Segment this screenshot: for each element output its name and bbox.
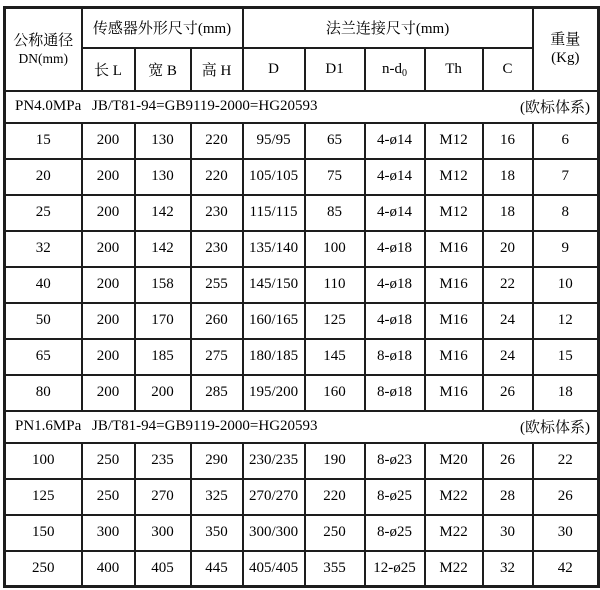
cell-d: 105/105	[243, 159, 305, 195]
cell-width-b: 235	[135, 443, 191, 479]
cell-d: 135/140	[243, 231, 305, 267]
cell-d: 195/200	[243, 375, 305, 411]
cell-c: 18	[483, 195, 533, 231]
cell-length-l: 250	[82, 443, 135, 479]
table-row	[5, 375, 599, 411]
cell-weight: 26	[533, 479, 599, 515]
cell-d: 160/165	[243, 303, 305, 339]
col-header-n-d0	[365, 48, 425, 91]
cell-th: M22	[425, 479, 483, 515]
table-row	[5, 231, 599, 267]
cell-length-l: 200	[82, 123, 135, 159]
section-pressure-label: PN1.6MPa	[15, 418, 82, 434]
header-group-sensor-dimensions: 传感器外形尺寸(mm)	[82, 8, 243, 48]
cell-height-h: 220	[191, 159, 243, 195]
cell-length-l: 250	[82, 479, 135, 515]
cell-dn: 65	[5, 339, 82, 375]
cell-height-h: 275	[191, 339, 243, 375]
cell-n-d0: 4-ø18	[365, 231, 425, 267]
cell-height-h: 230	[191, 195, 243, 231]
header-nominal-diameter-en: DN(mm)	[18, 50, 68, 66]
col-header-n-d0-subscript: 0	[402, 67, 408, 79]
cell-height-h: 230	[191, 231, 243, 267]
cell-n-d0: 4-ø18	[365, 267, 425, 303]
cell-th: M20	[425, 443, 483, 479]
cell-weight: 15	[533, 339, 599, 375]
cell-weight: 30	[533, 515, 599, 551]
cell-d: 180/185	[243, 339, 305, 375]
cell-length-l: 200	[82, 339, 135, 375]
section-standard-text: JB/T81-94=GB9119-2000=HG20593	[92, 98, 318, 114]
cell-c: 28	[483, 479, 533, 515]
cell-width-b: 270	[135, 479, 191, 515]
cell-weight: 12	[533, 303, 599, 339]
cell-height-h: 285	[191, 375, 243, 411]
cell-th: M12	[425, 159, 483, 195]
cell-dn: 125	[5, 479, 82, 515]
section-pressure-label: PN4.0MPa	[15, 98, 82, 114]
cell-weight: 9	[533, 231, 599, 267]
cell-c: 24	[483, 303, 533, 339]
cell-n-d0: 4-ø14	[365, 123, 425, 159]
cell-height-h: 260	[191, 303, 243, 339]
cell-d1: 145	[305, 339, 365, 375]
cell-d: 95/95	[243, 123, 305, 159]
cell-length-l: 200	[82, 267, 135, 303]
section-cell	[5, 411, 599, 443]
cell-d: 145/150	[243, 267, 305, 303]
cell-width-b: 130	[135, 159, 191, 195]
cell-n-d0: 4-ø18	[365, 303, 425, 339]
cell-c: 26	[483, 375, 533, 411]
cell-d1: 65	[305, 123, 365, 159]
cell-th: M12	[425, 123, 483, 159]
cell-c: 22	[483, 267, 533, 303]
cell-dn: 50	[5, 303, 82, 339]
cell-weight: 7	[533, 159, 599, 195]
table-header	[5, 8, 599, 91]
col-header-width-b: 宽 B	[135, 48, 191, 91]
table-row	[5, 339, 599, 375]
cell-weight: 10	[533, 267, 599, 303]
cell-d1: 100	[305, 231, 365, 267]
col-header-n-d0-main: n-d	[382, 60, 403, 77]
table-row	[5, 551, 599, 587]
table-row	[5, 303, 599, 339]
cell-th: M12	[425, 195, 483, 231]
section-note: (欧标体系)	[520, 420, 591, 436]
header-weight-unit: (Kg)	[551, 50, 580, 67]
cell-d1: 125	[305, 303, 365, 339]
cell-n-d0: 8-ø23	[365, 443, 425, 479]
cell-dn: 15	[5, 123, 82, 159]
cell-c: 20	[483, 231, 533, 267]
cell-d: 230/235	[243, 443, 305, 479]
cell-length-l: 400	[82, 551, 135, 587]
table-row	[5, 515, 599, 551]
cell-c: 26	[483, 443, 533, 479]
cell-height-h: 325	[191, 479, 243, 515]
cell-d: 300/300	[243, 515, 305, 551]
cell-length-l: 300	[82, 515, 135, 551]
col-header-c: C	[483, 48, 533, 91]
cell-c: 18	[483, 159, 533, 195]
header-group-flange-dimensions: 法兰连接尺寸(mm)	[243, 8, 533, 48]
cell-weight: 8	[533, 195, 599, 231]
cell-length-l: 200	[82, 375, 135, 411]
cell-n-d0: 12-ø25	[365, 551, 425, 587]
cell-dn: 250	[5, 551, 82, 587]
header-nominal-diameter-cn: 公称通径	[13, 32, 74, 49]
cell-height-h: 445	[191, 551, 243, 587]
cell-length-l: 200	[82, 231, 135, 267]
cell-d1: 85	[305, 195, 365, 231]
cell-n-d0: 8-ø18	[365, 375, 425, 411]
cell-weight: 6	[533, 123, 599, 159]
cell-width-b: 130	[135, 123, 191, 159]
cell-width-b: 142	[135, 231, 191, 267]
cell-dn: 100	[5, 443, 82, 479]
table-row	[5, 479, 599, 515]
cell-dn: 80	[5, 375, 82, 411]
cell-d1: 250	[305, 515, 365, 551]
table-row	[5, 123, 599, 159]
cell-c: 16	[483, 123, 533, 159]
header-nominal-diameter	[5, 8, 82, 91]
cell-weight: 18	[533, 375, 599, 411]
cell-dn: 32	[5, 231, 82, 267]
cell-d: 405/405	[243, 551, 305, 587]
cell-n-d0: 4-ø14	[365, 195, 425, 231]
col-header-d: D	[243, 48, 305, 91]
section-row	[5, 411, 599, 443]
cell-width-b: 170	[135, 303, 191, 339]
cell-width-b: 200	[135, 375, 191, 411]
header-weight-cn: 重量	[550, 31, 581, 48]
cell-d1: 75	[305, 159, 365, 195]
cell-width-b: 185	[135, 339, 191, 375]
cell-weight: 22	[533, 443, 599, 479]
cell-th: M16	[425, 303, 483, 339]
col-header-th: Th	[425, 48, 483, 91]
table-row	[5, 267, 599, 303]
cell-length-l: 200	[82, 159, 135, 195]
cell-th: M16	[425, 339, 483, 375]
section-note: (欧标体系)	[520, 100, 591, 116]
cell-c: 24	[483, 339, 533, 375]
cell-dn: 150	[5, 515, 82, 551]
table-row	[5, 195, 599, 231]
cell-width-b: 142	[135, 195, 191, 231]
cell-width-b: 405	[135, 551, 191, 587]
cell-th: M22	[425, 515, 483, 551]
cell-n-d0: 8-ø25	[365, 515, 425, 551]
cell-d1: 190	[305, 443, 365, 479]
cell-weight: 42	[533, 551, 599, 587]
section-standard-text: JB/T81-94=GB9119-2000=HG20593	[92, 418, 318, 434]
cell-n-d0: 8-ø18	[365, 339, 425, 375]
header-weight	[533, 8, 599, 91]
cell-length-l: 200	[82, 195, 135, 231]
cell-c: 30	[483, 515, 533, 551]
cell-d: 270/270	[243, 479, 305, 515]
cell-dn: 20	[5, 159, 82, 195]
section-cell	[5, 91, 599, 123]
cell-d1: 160	[305, 375, 365, 411]
cell-d1: 220	[305, 479, 365, 515]
cell-height-h: 350	[191, 515, 243, 551]
section-header	[6, 416, 597, 437]
table-body	[5, 91, 599, 587]
section-header	[6, 96, 597, 117]
cell-n-d0: 8-ø25	[365, 479, 425, 515]
cell-th: M16	[425, 267, 483, 303]
header-row-groups	[5, 8, 599, 48]
cell-th: M16	[425, 231, 483, 267]
cell-dn: 40	[5, 267, 82, 303]
cell-width-b: 300	[135, 515, 191, 551]
cell-width-b: 158	[135, 267, 191, 303]
cell-length-l: 200	[82, 303, 135, 339]
cell-th: M22	[425, 551, 483, 587]
table-row	[5, 159, 599, 195]
cell-th: M16	[425, 375, 483, 411]
header-row-subcolumns	[5, 48, 599, 91]
cell-height-h: 220	[191, 123, 243, 159]
cell-height-h: 255	[191, 267, 243, 303]
cell-n-d0: 4-ø14	[365, 159, 425, 195]
cell-d1: 110	[305, 267, 365, 303]
cell-height-h: 290	[191, 443, 243, 479]
table-row	[5, 443, 599, 479]
col-header-length-l: 长 L	[82, 48, 135, 91]
cell-d: 115/115	[243, 195, 305, 231]
section-row	[5, 91, 599, 123]
spec-table	[3, 6, 600, 588]
col-header-height-h: 高 H	[191, 48, 243, 91]
cell-d1: 355	[305, 551, 365, 587]
col-header-d1: D1	[305, 48, 365, 91]
cell-dn: 25	[5, 195, 82, 231]
cell-c: 32	[483, 551, 533, 587]
